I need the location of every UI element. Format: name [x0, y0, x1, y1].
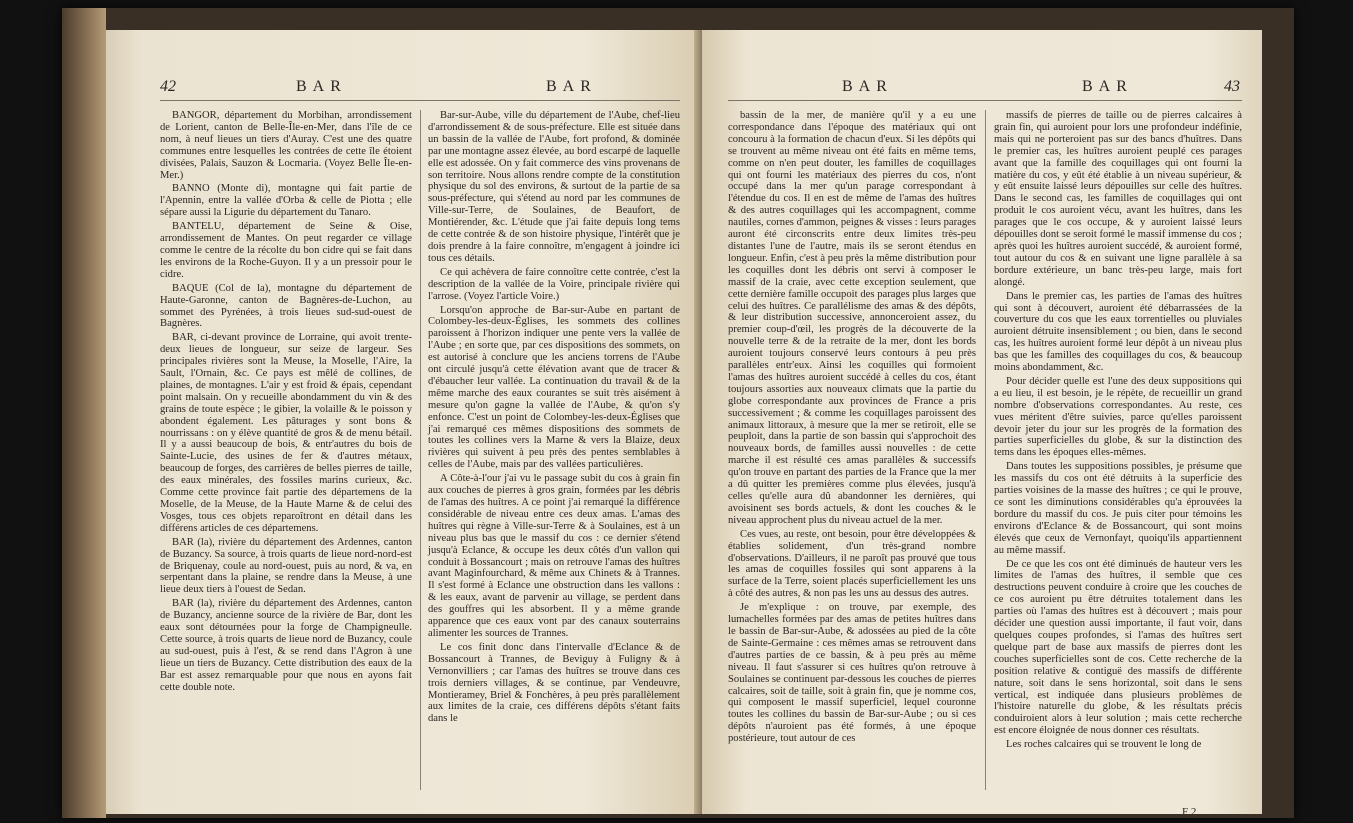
- paragraph: Dans toutes les suppositions possibles, je présume que les massifs du cos ont été détruits à la superficie des parties voisines de la masse des huîtres ; ce qui le prouve, ce sont les diminutions considérables qu'a éprouvées la bordure du massif du cos. Je puis citer pour témoins les environs d'Eclance & de Bossancourt, qui sont moins élevés que ceux de Vernonfayt, quoiqu'ils appartiennent au même massif.: [994, 461, 1242, 556]
- open-book: [62, 8, 1294, 818]
- left-column-divider: [420, 110, 421, 790]
- left-running-head-2: BAR: [546, 78, 597, 95]
- paragraph: A Côte-à-l'our j'ai vu le passage subit du cos à grain fin aux couches de pierres à gros grain, formées par les débris de l'amas des huîtres. A ce point j'ai remarqué la différence considérable de niveau entre ces deux amas. L'amas des huîtres qui règne à Ville-sur-Terre & à Soulaines, est à un niveau plus bas que le massif du cos : ce dernier s'étend jusqu'à Eclance, & occupe les deux côtés d'un vallon qui conduit à Bossancourt ; mais on retrouve l'amas des huîtres avant Maginfourchard, & même aux Chinets & à Trannes. Il s'est formé à Eclance une obstruction dans les vallons : & les eaux, avant de parvenir au village, se perdent dans des gouffres qui les absorbent. Il y a même grande apparence que ces eaux vont par des canaux souterrains alimenter les sources de Trannes.: [428, 473, 680, 639]
- paragraph: BAR, ci-devant province de Lorraine, qui avoit trente-deux lieues de longueur, sur seize de largeur. Ses principales rivières sont la Meuse, la Moselle, l'Aire, la Sault, l'Ornain, &c. Ce pays est mêlé de collines, de plaines, de montagnes. L'air y est froid & épais, cependant point malsain. On y recueille abondamment du vin & des grains de toute espèce ; le gibier, la volaille & le poisson y abondent également. Les pâturages y sont bons & nourrissans : on y élève quantité de gros & de menu bétail. Il y a aussi beaucoup de bois, & entr'autres du bois de Sainte-Lucie, des usines de fer & d'autres métaux, beaucoup de forges, des carrières de belles pierres de taille, des eaux minérales, des fossiles marins curieux, &c. Comme cette province fait partie des départemens de la Moselle, de la Meuse, de la Haute Marne & de celui des Vosges, tous ces objets reparoîtront en détail dans les différens articles de ces départemens.: [160, 332, 412, 534]
- paragraph: Ces vues, au reste, ont besoin, pour être développées & établies solidement, d'un très-grand nombre d'observations. D'ailleurs, il ne paroît pas prouvé que tous les amas de coquilles fossiles qui sont apparens à la surface de la Terre, soient placés superficiellement les uns à côté des autres, & non pas les uns au dessus des autres.: [728, 528, 976, 600]
- left-header-rule: [160, 100, 680, 101]
- book-cover-edge: [62, 8, 106, 818]
- paragraph: Le cos finit donc dans l'intervalle d'Eclance & de Bossancourt à Trannes, de Beviguy à Fuligny & à Vernonvilliers ; car l'amas des huîtres se trouve dans ces trois derniers villages, & se continue, par Vendeuvre, Montieramey, Briel & Fonchères, à peu près parallèlement aux limites de la craie, ces différens dépôts s'étant faits dans le: [428, 641, 680, 725]
- paragraph: De ce que les cos ont été diminués de hauteur vers les limites de l'amas des huîtres, il semble que ces destructions peuvent conduire à croire que les couches de ce cos auroient pu être détruites totalement dans les parties où l'amas des huîtres est à découvert ; mais pour décider une question aussi importante, il faut voir, dans quelques coupes profondes, si l'amas des huîtres sert quelque part de base aux massifs de pierres dont les couches superficielles sont de cos. Cette recherche de la position relative & contiguë des massifs de différente nature, soit dans le sens horizontal, soit dans le sens vertical, est indiquée dans plusieurs problèmes de l'histoire naturelle du globe, & les résultats précis conduiroient alors à leur solution ; mais cette recherche est encore éloignée de nous donner ces résultats.: [994, 558, 1242, 737]
- right-column-2: [994, 110, 1242, 753]
- paragraph: Ce qui achèvera de faire connoître cette contrée, c'est la description de la vallée de la Voire, principale rivière qui l'arrose. (Voyez l'article Voire.): [428, 266, 680, 302]
- left-column-1: [160, 110, 412, 696]
- right-header-rule: [728, 100, 1242, 101]
- paragraph: BAR (la), rivière du département des Ardennes, canton de Buzancy, ancienne source de la rivière de Bar, dont les eaux sont détournées pour la forge de Champigneulle. Cette source, à trois quarts de lieue nord de Buzancy, coule au sud-ouest, puis à l'est, & se rend dans l'Agron à une lieue un tiers de Buzancy. Cette distribution des eaux de la Bar est assez remarquable pour que nous en ayons fait cette double note.: [160, 598, 412, 693]
- right-page: [702, 30, 1262, 814]
- left-column-2: [428, 110, 680, 727]
- paragraph: massifs de pierres de taille ou de pierres calcaires à grain fin, qui auroient pour lors une profondeur indéfinie, mais qui ne porteroient pas sur des bancs d'huîtres. Dans le premier cas, les huîtres auroient peuplé ces parages avant que la famille des coquillages qui ont fourni la matière du cos, y eût été établie à un niveau supérieur, & y eût ensuite laissé leurs dépouilles sur celle des huîtres. Dans le second cas, les familles de coquillages qui ont produit le cos auroient vécu, avant les huîtres, dans les parages que le cos occupe, & y auroient laissé leurs dépouilles dont se seroit formé le massif immense du cos ; après quoi les huîtres auroient succédé, & auroient formé, tout autour du cos & en suivant une ligne parallèle à sa bordure extérieure, un banc très-peu large, mais fort alongé.: [994, 110, 1242, 288]
- paragraph: Lorsqu'on approche de Bar-sur-Aube en partant de Colombey-les-deux-Églises, les sommets des collines paroissent à l'horizon indiquer une pente vers la vallée de l'Aube ; en sorte que, par ces dispositions des sommets, on est autorisé à conclure que les anciens torrens de l'Aube ont circulé jusqu'à cette élévation avant que de tracer & d'ébaucher leur vallée. La continuation du travail & de la même marche des eaux courantes se suit très aisément à mesure qu'on gagne la vallée de l'Aube, & qu'on s'y enfonce. C'est un point de Colombey-les-deux-Églises que j'ai remarqué ces mêmes dispositions des sommets de toutes les collines vers la Marne & vers la Blaize, deux rivières qui suivent à peu près des pentes semblables à celles de l'Aube, mais par des vallées particulières.: [428, 304, 680, 471]
- paragraph: Les roches calcaires qui se trouvent le long de: [1006, 739, 1202, 751]
- right-running-head-1: BAR: [842, 78, 893, 95]
- paragraph: BAR (la), rivière du département des Ardennes, canton de Buzancy. Sa source, à trois quarts de lieue nord-nord-est de Briquenay, coule au nord-ouest, puis au nord, & va, en serpentant dans la plaine, se rendre dans la Meuse, à une lieue deux tiers à l'ouest de Sedan.: [160, 536, 412, 596]
- paragraph: bassin de la mer, de manière qu'il y a eu une correspondance dans l'époque des matériaux qui ont concouru à la formation de chacun d'eux. Si les dépôts qui se trouvent au même niveau ont été faits en même tems, comme on n'en peut douter, les familles de coquillages qui ont fourni les matériaux des pierres du cos, n'ont occupé dans la mer qu'un parage correspondant à l'étendue du cos. Il en est de même de l'amas des huîtres & des autres coquillages qui les accompagnent, comme nautiles, cornes d'ammon, peignes & visses : leurs parages auront été circonscrits entre deux limites très-peu distantes l'une de l'autre, mais ils se seront étendus en longueur. Enfin, c'est à peu près la même distribution pour les coquilles dont les débris ont servi à composer le massif de la craie, avec cette exception seulement, que cette dernière famille occupoit des parages plus larges que celui des huîtres. Ce parallélisme des amas & des dépôts, & leur distribution successive, annonceroient assez, du premier coup-d'œil, les progrès de la découverte de la nouvelle terre & de la retraite de la mer, dont les bords auroient toujours conservé leurs contours à peu près parallèles entr'eux. Ainsi les coquilles qui formoient l'amas des huîtres auroient succédé à celles du cos, étant toujours assorties aux nouveaux climats que la partie du globe correspondante aux provinces de France a pris successivement ; & comme les coquillages paroissent des animaux littoraux, à mesure que la mer se retiroit, elle se peuploit, dans la partie de son bassin qui s'approchoit des nouveaux bords, de familles aussi nouvelles : de cette marche il est résulté ces amas parallèles & successifs qu'on trouve en partant des parties de la France que la mer a dû quitter les premières comme plus élevées, jusqu'à celles qu'elle aura dû abandonner les dernières, qui avoisinent ses bords actuels, & dont les couches & le niveau approchent plus du niveau actuel de la mer.: [728, 110, 976, 526]
- right-page-number: 43: [1224, 78, 1240, 95]
- left-page-number: 42: [160, 78, 176, 95]
- signature-mark: F 2: [1182, 806, 1197, 814]
- paragraph: Dans le premier cas, les parties de l'amas des huîtres qui sont à découvert, auroient été débarrassées de la couverture du cos que les eaux torrentielles ou pluviales auroient détruite insensiblement ; ou bien, dans le second cas, les huîtres auroient formé leur dépôt à un niveau plus bas que les familles des coquillages du cos, & beaucoup moins abondamment, &c.: [994, 290, 1242, 374]
- paragraph: Je m'explique : on trouve, par exemple, des lumachelles formées par des amas de petites huîtres dans le bassin de Bar-sur-Aube, & adossées au pied de la côte de Sainte-Germaine : ces mêmes amas se retrouvent dans d'autres parties de ce bassin, & à peu près au même niveau. Il faut s'assurer si ces huîtres qu'on retrouve à Soulaines se continuent par-dessous les couches de pierres calcaires, soit de taille, soit à grain fin, que je nomme cos, qui composent le massif superficiel, lequel couronne toutes les collines du bassin de Bar-sur-Aube ; ou si ces dépôts n'auroient pas été formés, à une époque postérieure, tout autour de ces: [728, 602, 976, 745]
- right-column-divider: [985, 110, 986, 790]
- left-page: [106, 30, 701, 814]
- paragraph: BANGOR, département du Morbihan, arrondissement de Lorient, canton de Belle-Île-en-Mer, dans l'île de ce nom, à neuf lieues un tiers d'Auray. C'est une des quatre communes entre lesquelles les contrées de cette île étoient divisées, Palais, Sauzon & Locmaria. (Voyez Belle Île-en-Mer.): [160, 110, 412, 181]
- paragraph: Pour décider quelle est l'une des deux suppositions qui a eu lieu, il est besoin, je le répète, de recueillir un grand nombre d'observations correspondantes. Au reste, ces vues méritent d'être suivies, parce qu'elles paroissent devoir jeter du jour sur les progrès de la formation des parties superficielles du globe, & sur la distinction des tems dans les époques elles-mêmes.: [994, 375, 1242, 459]
- paragraph: BANTELU, département de Seine & Oise, arrondissement de Mantes. On peut regarder ce village comme le centre de la récolte du bon cidre qui se fait dans les environs de la Roche-Guyon. Il y a un pressoir pour le cidre.: [160, 221, 412, 280]
- right-column-1: [728, 110, 976, 747]
- right-running-head-2: BAR: [1082, 78, 1133, 95]
- paragraph: BAQUE (Col de la), montagne du département de Haute-Garonne, canton de Bagnères-de-Luchon, au sommet des Pyrénées, à trois lieues sud-sud-ouest de Bagnères.: [160, 282, 412, 330]
- paragraph: Bar-sur-Aube, ville du département de l'Aube, chef-lieu d'arrondissement & de sous-préfecture. Elle est située dans un bassin de la vallée de l'Aube, fort profond, & dominée par une montagne assez élevée, au bord escarpé de laquelle elle est adossée. On y fait commerce des vins provenans de son territoire. Nous allons rendre compte de la constitution physique du sol des environs, & surtout de la partie de sa sous-préfecture, qui s'étend au nord par les communes de Ville-sur-Terre, de Soulaines, de Beaufort, de Montiérender, &c. L'étude que j'ai faite depuis long tems de cette contrée & de son histoire physique, l'intérêt que je dois prendre à la faire connoître, m'engagent à joindre ici tous ces détails.: [428, 110, 680, 264]
- left-running-head-1: BAR: [296, 78, 347, 95]
- paragraph: BANNO (Monte di), montagne qui fait partie de l'Apennin, entre la vallée d'Orba & celle de Piotta ; elle sépare aussi la Ligurie du département du Tanaro.: [160, 183, 412, 219]
